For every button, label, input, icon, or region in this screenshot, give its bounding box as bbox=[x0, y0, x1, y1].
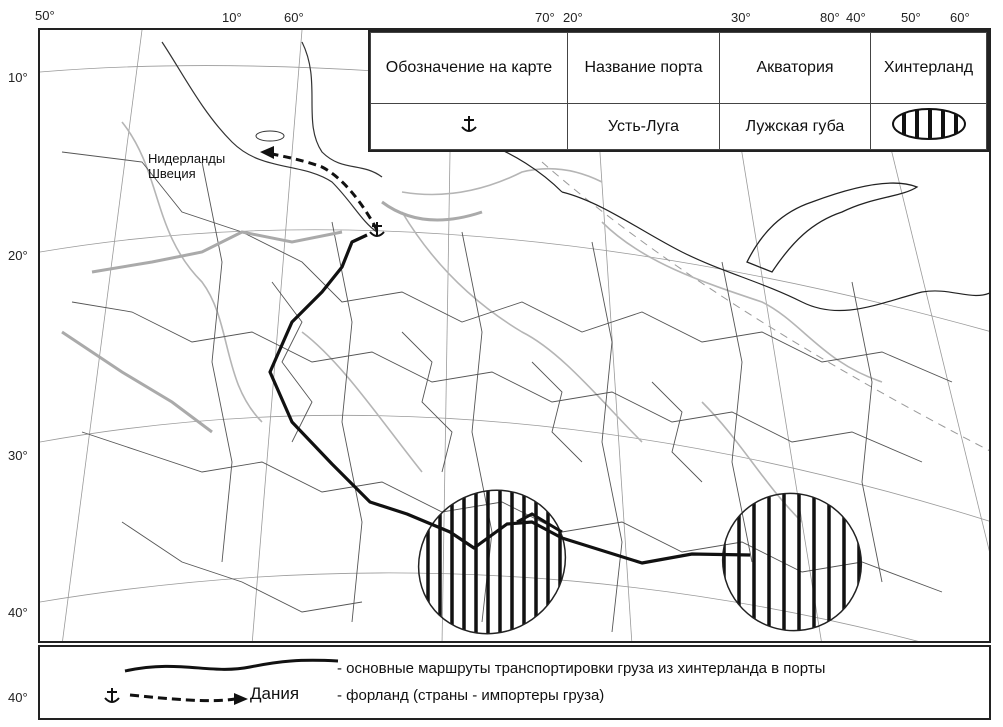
anchor-icon bbox=[460, 114, 478, 134]
legend-arrowhead bbox=[234, 693, 248, 705]
legend-header-port: Название порта bbox=[568, 33, 720, 104]
bottom-legend bbox=[38, 645, 991, 720]
legend-foreland-text: - форланд (страны - импортеры груза) bbox=[337, 687, 605, 704]
novaya-zemlya bbox=[747, 183, 917, 272]
tick-left-2: 20° bbox=[8, 248, 28, 263]
tick-top-2: 10° bbox=[222, 10, 242, 25]
rivers bbox=[122, 122, 882, 522]
legend-symbol-cell bbox=[371, 104, 568, 150]
legend-route-line bbox=[125, 660, 338, 671]
legend-hinterland-cell bbox=[871, 104, 987, 150]
main-route bbox=[270, 235, 750, 563]
legend-water-area: Лужская губа bbox=[720, 104, 871, 150]
tick-top-7: 80° bbox=[820, 10, 840, 25]
tick-top-10: 60° bbox=[950, 10, 970, 25]
tick-left-3: 30° bbox=[8, 448, 28, 463]
legend-header-symbol: Обозначение на карте bbox=[371, 33, 568, 104]
bottom-legend-symbols bbox=[40, 647, 370, 717]
legend-route-text: - основные маршруты транспортировки груза из хинтерланда в порты bbox=[337, 660, 826, 677]
tick-top-1: 50° bbox=[35, 8, 55, 23]
tick-left-1: 10° bbox=[8, 70, 28, 85]
tick-left-5: 40° bbox=[8, 690, 28, 705]
borders bbox=[62, 152, 952, 632]
legend-port-name: Усть-Луга bbox=[568, 104, 720, 150]
foreland-route bbox=[272, 154, 377, 230]
foreland-arrowhead bbox=[260, 146, 274, 159]
baltic-coast bbox=[162, 42, 377, 232]
tick-top-9: 50° bbox=[901, 10, 921, 25]
tick-top-8: 40° bbox=[846, 10, 866, 25]
tick-top-4: 70° bbox=[535, 10, 555, 25]
legend-anchor-icon bbox=[105, 688, 119, 702]
legend-table bbox=[368, 30, 989, 152]
tick-top-3: 60° bbox=[284, 10, 304, 25]
tick-top-5: 20° bbox=[563, 10, 583, 25]
arctic-coast bbox=[562, 192, 991, 311]
legend-header-water-area: Акватория bbox=[720, 33, 871, 104]
hinterland-south bbox=[390, 462, 593, 643]
legend-denmark-label: Дания bbox=[250, 684, 300, 703]
tick-top-6: 30° bbox=[731, 10, 751, 25]
gotland-island bbox=[256, 131, 284, 141]
foreland-label-netherlands: Нидерланды bbox=[148, 151, 226, 166]
foreland-label-sweden: Швеция bbox=[148, 166, 196, 181]
legend-header-hinterland: Хинтерланд bbox=[871, 33, 987, 104]
hatched-ellipse-icon bbox=[890, 106, 968, 142]
tick-left-4: 40° bbox=[8, 605, 28, 620]
legend-foreland-dashed bbox=[130, 695, 235, 701]
